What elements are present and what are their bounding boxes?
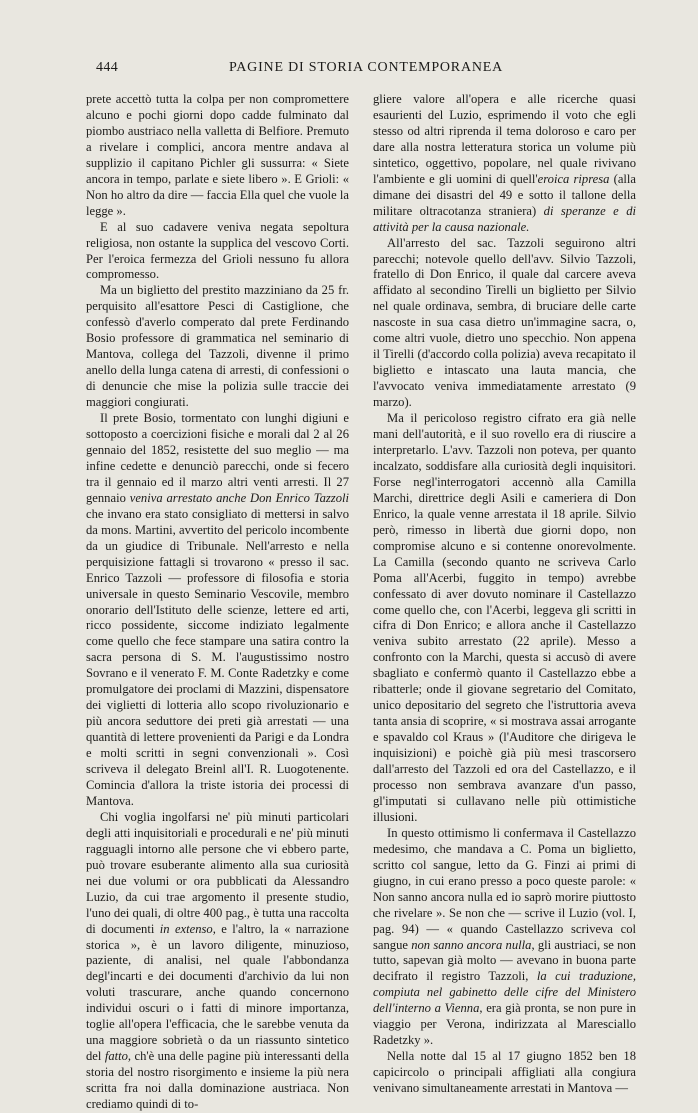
paragraph	[86, 411, 349, 810]
text-run: Il prete Bosio, tormentato con lunghi digiuni e sottoposto a coercizioni fisiche e morali dal 2 al 26 gennaio del 1852, resistette del suo meglio — ma infine cedette e denunciò parecchi, onde si fecero tra il gennaio ed il marzo altri venti arresti. Il 27 gennaio	[86, 411, 349, 505]
italic-text-run: fatto	[104, 1049, 128, 1064]
italic-text-run: eroica ripresa	[537, 171, 610, 186]
text-run: Chi voglia ingolfarsi ne' più minuti particolari degli atti inquisitoriali e procedurali e ne' più minuti ragguagli intorno alle persone che vi ebbero parte, può trovare esuberante alimento alla sua curiosità nei due volumi or ora pubblicati da Alessandro Luzio, da cui trae argomento il presente studio, l'uno dei quali, di oltre 400 pag., è tutta una raccolta di documenti	[86, 809, 349, 936]
text-run: (alla dimane dei disastri del 49 e sotto il tallone della militare oltracotanza straniera)	[373, 171, 637, 218]
italic-text-run: la cui traduzione, compiuta nel gabinetto delle cifre del Ministero dell'interno a Vienna	[373, 969, 636, 1016]
text-run: Ma un biglietto del prestito mazziniano da 25 fr. perquisito all'esattore Pesci di Castiglione, che confessò d'averlo comperato dal prete Ferdinando Bosio professore di grammatica nel seminario di Mantova, collega del Tazzoli, divenne il primo anello della lunga catena di arresti, di confessioni o di denuncie che mise la polizia sulle traccie dei maggiori congiurati.	[86, 283, 349, 410]
text-run: In questo ottimismo li confermava il Castellazzo medesimo, che mandava a C. Poma un biglietto, scritto col sangue, letto da G. Finzi ai primi di giugno, in cui erano presso a poco queste parole: « Non sanno ancora nulla ed io saprò morire piuttosto che rivelare ». Se non che — scrive il Luzio (vol. I, pag. 94) — « quando Castellazzo scriveva col sangue	[373, 825, 636, 952]
paragraph	[86, 220, 349, 284]
left-text-column	[86, 92, 349, 1113]
paragraph	[373, 92, 636, 236]
italic-text-run: veniva arrestato anche Don Enrico Tazzoli	[129, 490, 350, 505]
paragraph	[86, 283, 349, 411]
italic-text-run: di speranze e di attività per la causa nazionale.	[373, 203, 636, 234]
paragraph	[373, 826, 636, 1049]
text-run: Ma il pericoloso registro cifrato era già nelle mani dell'autorità, e il suo rovello era di riuscire a interpretarlo. L'avv. Tazzoli non poteva, per quanto incalzato, soddisfare alla curiosità degli inquisitori. Forse negl'interrogatori accennò alla Camilla Marchi, direttrice degli Asili e cameriera di Don Enrico, la quale venne arrestata il 18 aprile. Silvio però, rimesso in libertà due giorni dopo, non compromise alcuno e si contenne onorevolmente. La Camilla (secondo quanto ne scriveva Carlo Poma all'Acerbi, fuggito in tempo) avrebbe confessato di aver dovuto nominare il Castellazzo come quello che, con l'Acerbi, leggeva gli scritti in cifra di Don Enrico; e allora anche il Castellazzo veniva subito arrestato (22 aprile). Messo a confronto con la Marchi, questa si accusò di avere sbagliato e confermò quanto il Castellazzo ebbe a ribatterle; onde il giovane segretario del Comitato, unico depositario del segreto che l'istruttoria aveva tanta ansia di scoprire, « si mostrava assai arrogante e spavaldo col Kraus » (l'Auditore che dirigeva le inquisizioni) e poichè già più mesi trascorsero dall'arresto del Tazzoli ed ora del Castellazzo, e il processo non sembrava avanzare d'un passo, gl'imputati si cullavano nelle più ottimistiche illusioni.	[373, 411, 636, 824]
paragraph	[373, 411, 636, 826]
text-run: che invano era stato consigliato di mettersi in salvo da mons. Martini, avvertito del pericolo incombente da un giudice di Tribunale. Nell'arresto e nella perquisizione fattagli si trovarono « presso il sac. Enrico Tazzoli — professore di filosofia e storia universale in questo Seminario Vescovile, membro onorario dell'Istituto delle scienze, lettere ed arti, ricco possidente, siccome indiziato legalmente come quello che fece stampare una satira contro la sacra persona di S. M. l'augustissimo nostro Sovrano e il venerato F. M. Conte Radetzky e come promulgatore dei proclami di Mazzini, dispensatore dei viglietti di lotteria allo scopo rivoluzionario e più ancora seduttore dei preti già arrestati — una quantità di lettere provenienti da Parigi e da Londra e molti scritti in segni convenzionali ». Così scriveva il delegato Breinl all'I. R. Luogotenente. Comincia d'allora la triste istoria dei processi di Mantova.	[86, 506, 349, 808]
page-number: 444	[96, 60, 119, 75]
text-run: , era già pronta, se non pure in viaggio per Verona, indirizzata al Maresciallo Radetzky ».	[373, 1001, 636, 1048]
text-run: Nella notte dal 15 al 17 giugno 1852 ben 18 capicircolo o principali affigliati alla congiura venivano simultaneamente arrestati in Mantova —	[373, 1049, 636, 1096]
page-header	[96, 60, 636, 80]
italic-text-run: non sanno ancora nulla	[411, 937, 532, 952]
text-run: prete accettò tutta la colpa per non compromettere alcuno e pochi giorni dopo cadde fulminato dal piombo austriaco nella valletta di Belfiore. Premuto a rivelare i complici, ancora mentre andava al supplizio il capitano Pichler gli sussurra: « Siete ancora in tempo, parlate e siete libero ». E Grioli: « Non ho altro da dire — faccia Ella quel che vuole la legge ».	[86, 92, 349, 218]
paragraph	[86, 810, 349, 1113]
text-run: gliere valore all'opera e alle ricerche quasi esaurienti del Luzio, esprimendo il voto che egli stesso od altri riprenda il tema doloroso e caro per dare alla nostra letteratura storica un volume più sintetico, oggettivo, popolare, nel quale rivivano l'ambiente e gli uomini di quell'	[373, 92, 636, 186]
italic-text-run: in extenso	[159, 921, 213, 936]
text-run: All'arresto del sac. Tazzoli seguirono altri parecchi; notevole quello dell'avv. Silvio Tazzoli, fratello di Don Enrico, il quale dal carcere aveva affidato al secondino Tirelli un biglietto per Silvio nel quale ordinava, sembra, di bruciare delle carte nascoste in sua casa dietro un'immagine sacra, o, come altri vuole, dietro uno specchio. Non appena il Tirelli (d'accordo colla polizia) aveva recapitato il biglietto e intascato una lauta mancia, che l'avvocato veniva immediatamente arrestato (9 marzo).	[373, 235, 636, 410]
text-run: , gli austriaci, se non tutto, sapevan già molto — avevano in buona parte decifrato il registro Tazzoli,	[373, 937, 636, 984]
text-run: , e l'altro, la « narrazione storica », è un lavoro diligente, minuzioso, paziente, di analisi, nel quale l'abbondanza degl'incarti e dei documenti d'archivio da lui non voluti trascurare, anche quando concernono individui oscuri o i fatti di minore importanza, toglie all'opera l'efficacia, che le sarebbe venuta da una maggiore sobrietà o da un riassunto sintetico del	[86, 921, 349, 1064]
paragraph	[373, 236, 636, 411]
right-text-column	[373, 92, 636, 1097]
paragraph	[86, 92, 349, 220]
paragraph	[373, 1049, 636, 1097]
text-run: E al suo cadavere veniva negata sepoltura religiosa, non ostante la supplica del vescovo Corti. Per l'eroica fermezza del Grioli nessuno fu allora compromesso.	[86, 219, 349, 282]
text-run: , ch'è una delle pagine più interessanti della storia del nostro risorgimento e insieme la più nera scritta fra noi dalla dominazione austriaca. Non crediamo quindi di to-	[86, 1049, 349, 1112]
running-title: PAGINE DI STORIA CONTEMPORANEA	[228, 60, 504, 75]
